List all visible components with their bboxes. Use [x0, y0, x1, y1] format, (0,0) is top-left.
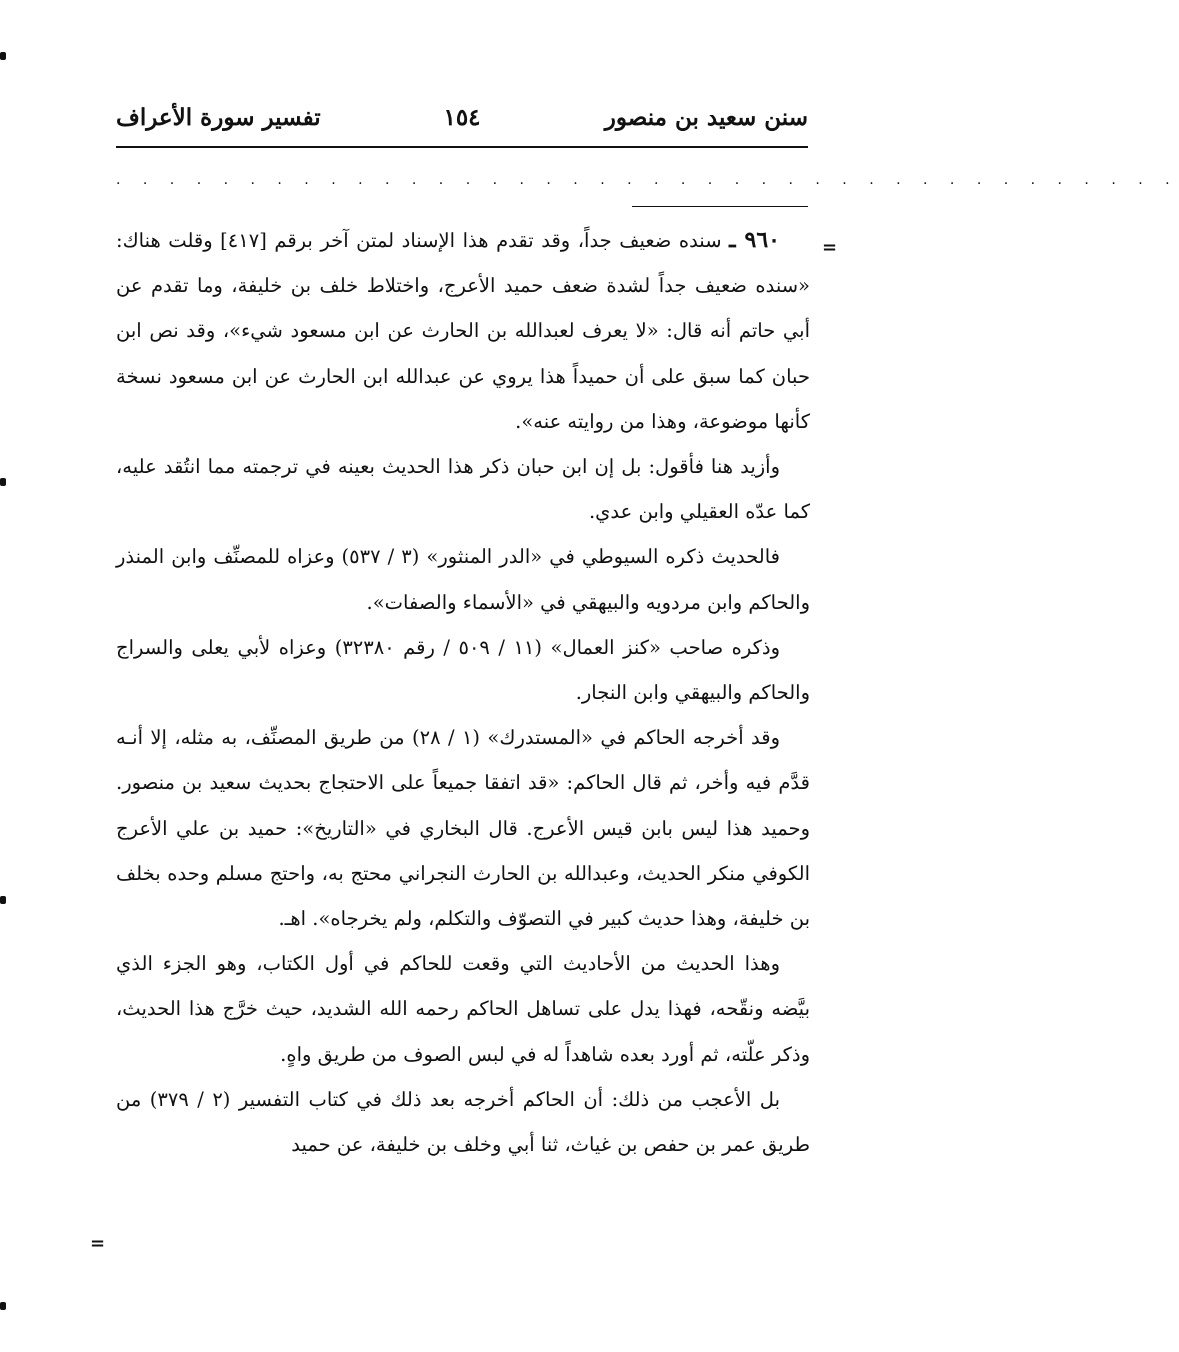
scan-artifact	[0, 896, 6, 904]
footnote-paragraph	[116, 218, 810, 444]
scan-artifact	[0, 478, 6, 486]
footnote-number: ٩٦٠ ـ	[729, 227, 780, 253]
footnote-paragraph: فالحديث ذكره السيوطي في «الدر المنثور» (٣ / ٥٣٧) وعزاه للمصنِّف وابن المنذر والحاكم وابن مردويه والبيهقي في «الأسماء والصفات».	[116, 545, 810, 614]
scan-artifact	[0, 1302, 6, 1310]
footnote-paragraph: وهذا الحديث من الأحاديث التي وقعت للحاكم في أول الكتاب، وهو الجزء الذي بيَّضه ونقّحه، فهذا يدل على تساهل الحاكم رحمه الله الشديد، حيث خرَّج هذا الحديث، وذكر علّته، ثم أورد بعده شاهداً له في لبس الصوف من طريق واهٍ.	[116, 952, 810, 1066]
continuation-mark-top: =	[822, 237, 838, 258]
footnote-body	[116, 218, 810, 1167]
paragraph-text: سنده ضعيف جداً، وقد تقدم هذا الإسناد لمتن آخر برقم [٤١٧] وقلت هناك: «سنده ضعيف جداً لشدة ضعف حميد الأعرج، واختلاط خلف بن خليفة، وما تقدم عن أبي حاتم أنه قال: «لا يعرف لعبدالله بن الحارث عن ابن مسعود شيء»، وقد نص ابن حبان كما سبق على أن حميداً هذا يروي عن عبدالله ابن الحارث عن ابن مسعود نسخة كأنها موضوعة، وهذا من روايته عنه».	[116, 229, 810, 433]
footnote-paragraph: وأزيد هنا فأقول: بل إن ابن حبان ذكر هذا الحديث بعينه في ترجمته مما انتُقد عليه، كما عدّه العقيلي وابن عدي.	[116, 455, 810, 524]
footnote-paragraph: وذكره صاحب «كنز العمال» (١١ / ٥٠٩ / رقم ٣٢٣٨٠) وعزاه لأبي يعلى والسراج والحاكم والبيهقي وابن النجار.	[116, 635, 810, 705]
separator-dots: . . . . . . . . . . . . . . . . . . . . . . . . . . . . . . . . . . . . . . . .	[116, 172, 1179, 188]
header-rule	[116, 146, 808, 148]
page-header	[116, 96, 808, 140]
footnote-paragraph: بل الأعجب من ذلك: أن الحاكم أخرجه بعد ذلك في كتاب التفسير (٢ / ٣٧٩) من طريق عمر بن حفص بن غياث، ثنا أبي وخلف بن خليفة، عن حميد	[116, 1087, 810, 1157]
continuation-mark-bottom: =	[90, 1233, 106, 1254]
section-title: تفسير سورة الأعراف	[116, 104, 321, 131]
scan-artifact	[0, 52, 6, 60]
book-title: سنن سعيد بن منصور	[604, 104, 808, 131]
footnote-rule	[632, 206, 808, 207]
page-number: ١٥٤	[443, 104, 481, 131]
footnote-paragraph: وقد أخرجه الحاكم في «المستدرك» (١ / ٢٨) من طريق المصنِّف، به مثله، إلا أنـه قدَّم فيه وأخر، ثم قال الحاكم: «قد اتفقا جميعاً على الاحتجاج بحديث سعيد بن منصور. وحميد هذا ليس بابن قيس الأعرج. قال البخاري في «التاريخ»: حميد بن علي الأعرج الكوفي منكر الحديث، وعبدالله بن الحارث النجراني محتج به، واحتج مسلم وحده بخلف بن خليفة، وهذا حديث كبير في التصوّف والتكلم، ولم يخرجاه». اهـ.	[116, 726, 810, 931]
